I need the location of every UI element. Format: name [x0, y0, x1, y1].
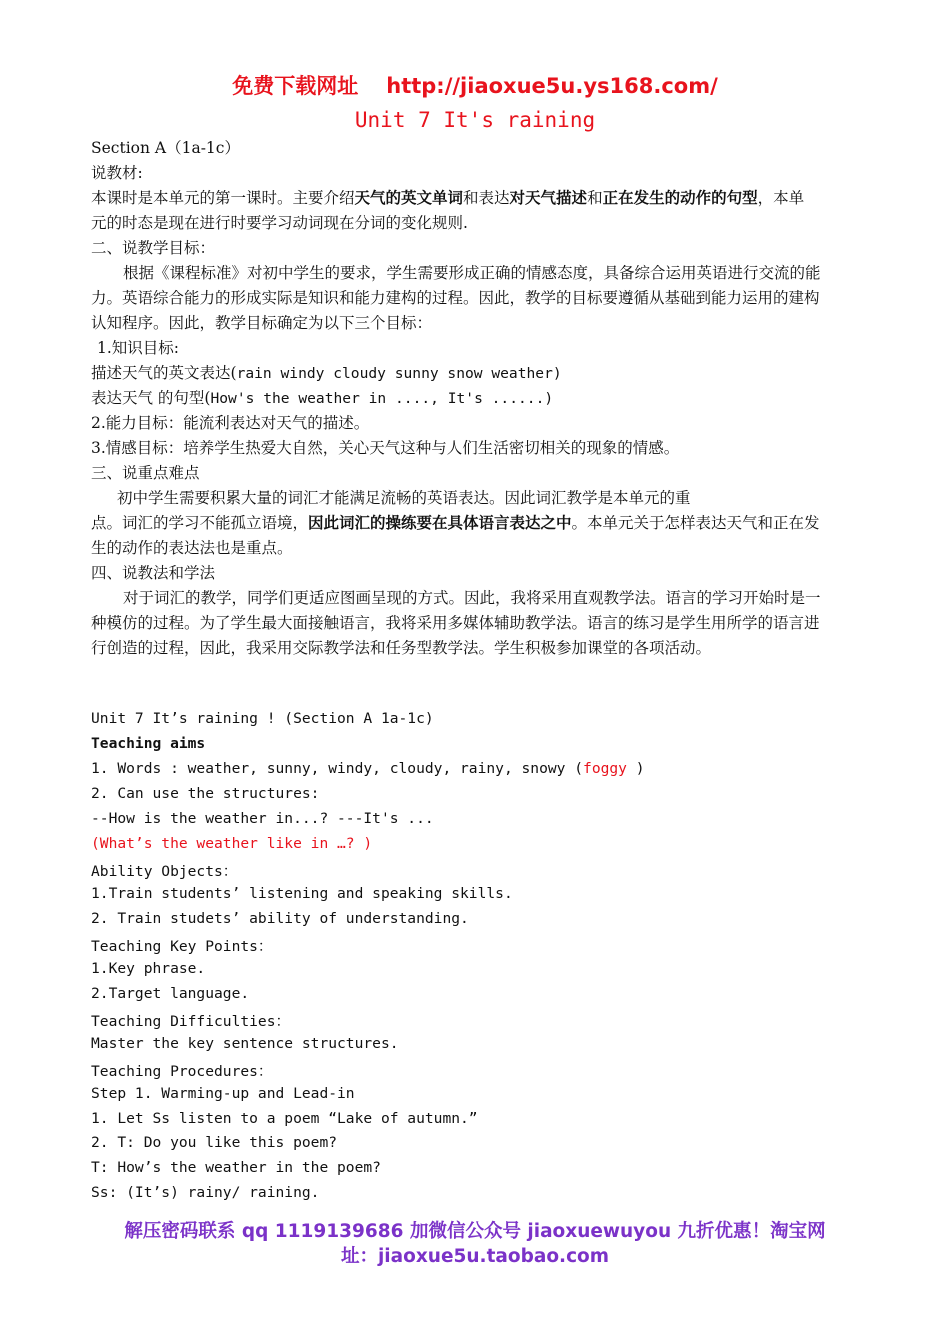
list-item: 1.Key phrase. [91, 960, 206, 977]
list-item: 2.Target language. [91, 985, 250, 1002]
list-item: 2. Can use the structures: [91, 785, 320, 802]
list-item: 3.情感目标：培养学生热爱大自然，关心天气这种与人们生活密切相关的现象的情感。 [91, 439, 680, 457]
footer-shop-link[interactable]: 址：jiaoxue5u.taobao.com [340, 1246, 610, 1267]
list-item: Master the key sentence structures. [91, 1035, 399, 1052]
section-heading: Teaching Difficulties： [91, 1013, 291, 1030]
page-title: Unit 7 It's raining [354, 108, 596, 132]
section-label: Section A（1a-1c） [91, 139, 240, 157]
list-item: Ss: (It’s) rainy/ raining. [91, 1184, 320, 1201]
header-label: 免费下载网址 [232, 74, 359, 98]
list-item: 表达天气 的句型(How's the weather in ...., It's ......) [91, 389, 554, 407]
list-item: 2. T: Do you like this poem? [91, 1134, 338, 1151]
section-heading: Teaching Key Points： [91, 938, 273, 955]
list-item: 2.能力目标：能流利表达对天气的描述。 [91, 414, 370, 432]
paragraph-line: 认知程序。因此，教学目标确定为以下三个目标： [91, 314, 433, 332]
list-item: --How is the weather in...? ---It's ... [91, 810, 434, 827]
paragraph-heading: 四、说教法和学法 [91, 564, 216, 582]
lesson-title: Unit 7 It’s raining ! (Section A 1a-1c) [91, 710, 434, 727]
paragraph-line: 点。词汇的学习不能孤立语境，因此词汇的操练要在具体语言表达之中。本单元关于怎样表达天气和正在发 [91, 513, 820, 532]
paragraph-heading: 二、说教学目标： [91, 239, 216, 257]
list-item: T: How’s the weather in the poem? [91, 1159, 381, 1176]
list-item: 1.Train students’ listening and speaking skills. [91, 885, 513, 902]
paragraph-line: 元的时态是现在进行时要学习动词现在分词的变化规则. [91, 214, 468, 232]
step-heading: Step 1. Warming-up and Lead-in [91, 1085, 355, 1102]
list-item: 描述天气的英文表达(rain windy cloudy sunny snow weather) [91, 364, 562, 382]
section-heading: Ability Objects： [91, 863, 238, 880]
download-header [0, 70, 950, 100]
paragraph-line: 对于词汇的教学，同学们更适应图画呈现的方式。因此，我将采用直观教学法。语言的学习开始时是一 [123, 589, 821, 607]
paragraph-line: 本课时是本单元的第一课时。主要介绍天气的英文单词和表达对天气描述和正在发生的动作的句型，本单 [91, 188, 805, 207]
list-item: 1.知识目标: [97, 339, 180, 357]
paragraph-line: 根据《课程标准》对初中学生的要求，学生需要形成正确的情感态度，具备综合运用英语进行交流的能 [123, 264, 821, 282]
paragraph-line: 力。英语综合能力的形成实际是知识和能力建构的过程。因此，教学的目标要遵循从基础到能力运用的建构 [91, 289, 820, 307]
paragraph-line: 种模仿的过程。为了学生最大面接触语言，我将采用多媒体辅助教学法。语言的练习是学生用所学的语言进 [91, 614, 820, 632]
section-heading: Teaching aims [91, 735, 206, 752]
list-item: 1. Words : weather, sunny, windy, cloudy, rainy, snowy (foggy ) [91, 760, 645, 777]
footer-contact: 解压密码联系 qq 1119139686 加微信公众号 jiaoxuewuyou 九折优惠！淘宝网 [124, 1221, 826, 1242]
section-heading: Teaching Procedures： [91, 1063, 273, 1080]
paragraph-heading: 说教材: [91, 164, 143, 182]
list-item: (What’s the weather like in …? ) [91, 835, 373, 852]
paragraph-line: 行创造的过程，因此，我采用交际教学法和任务型教学法。学生积极参加课堂的各项活动。 [91, 639, 712, 657]
paragraph-heading: 三、说重点难点 [91, 464, 200, 482]
header-url[interactable]: http://jiaoxue5u.ys168.com/ [386, 74, 718, 98]
list-item: 1. Let Ss listen to a poem “Lake of autumn.” [91, 1110, 478, 1127]
list-item: 2. Train studets’ ability of understanding. [91, 910, 469, 927]
paragraph-line: 初中学生需要积累大量的词汇才能满足流畅的英语表达。因此词汇教学是本单元的重 [117, 489, 691, 507]
paragraph-line: 生的动作的表达法也是重点。 [91, 539, 293, 557]
